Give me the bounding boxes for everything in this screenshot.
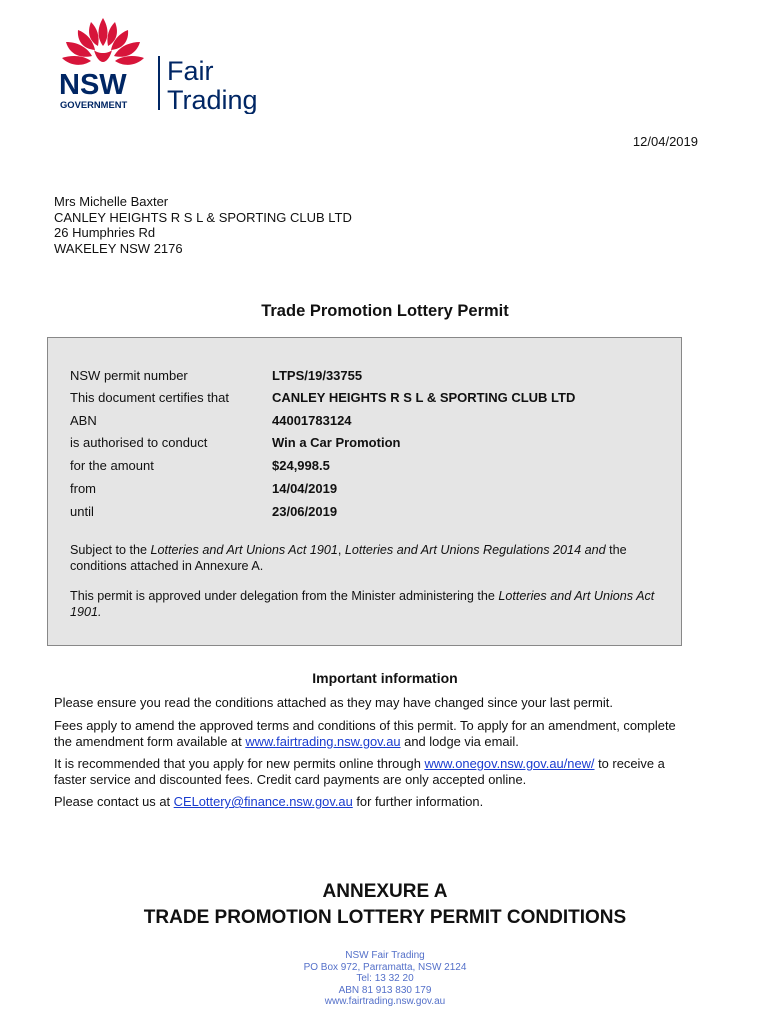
delegation-paragraph [70,588,665,620]
permit-details-box [47,337,682,646]
address-line: CANLEY HEIGHTS R S L & SPORTING CLUB LTD [54,209,352,225]
text-span: to receive a faster service and discounted fees. Credit card payments are only accepted online. [54,756,665,787]
permit-row-value: Win a Car Promotion [272,435,401,450]
logo-divider [158,56,160,110]
regulations-title: Lotteries and Art Unions Regulations 2014 [344,543,582,557]
subject-paragraph [70,542,665,574]
permit-row-label: for the amount [70,458,154,473]
letter-date: 12/04/2019 [632,134,698,149]
text-span: and lodge via email. [400,734,519,749]
permit-row-label: NSW permit number [70,368,188,383]
permit-row-label: This document certifies that [70,390,229,405]
annexure-heading: ANNEXURE A [322,881,448,902]
footer-line: Tel: 13 32 20 [356,973,414,985]
permit-row-value: CANLEY HEIGHTS R S L & SPORTING CLUB LTD [272,390,576,405]
text-span: It is recommended that you apply for new permits online through [54,756,425,771]
act-title: Lotteries and Art Unions Act 1901. [70,589,655,619]
info-paragraph [54,718,694,750]
text-span: Fees apply to amend the approved terms and conditions of this permit. To apply for an amendment, complete the amendment form available at [54,718,676,749]
permit-row-value: LTPS/19/33755 [272,368,363,383]
logo-fair-text: Fair [167,56,214,86]
permit-row-label: from [70,481,96,496]
text-span: Please contact us at [54,794,174,809]
important-info-heading: Important information [312,670,458,686]
address-line: WAKELEY NSW 2176 [54,240,183,256]
logo-government-text: GOVERNMENT [60,99,128,110]
text-span: the conditions attached in Annexure A. [70,543,627,573]
info-paragraph [54,794,694,810]
text-span: and [584,543,606,557]
text-span: , [337,543,345,557]
page-footer [0,950,770,1008]
logo-trading-text: Trading [167,85,258,114]
footer-line: PO Box 972, Parramatta, NSW 2124 [303,961,467,973]
info-paragraph [54,756,694,788]
address-line: 26 Humphries Rd [54,225,156,240]
permit-row-value: 44001783124 [272,413,352,428]
address-line: Mrs Michelle Baxter [54,194,169,209]
email-link[interactable]: CELottery@finance.nsw.gov.au [173,794,353,809]
info-paragraph: Please ensure you read the conditions attached as they may have changed since your last permit. [54,695,613,710]
permit-row-value: 23/06/2019 [272,504,338,519]
text-span: This permit is approved under delegation from the Minister administering the [70,589,499,603]
waratah-flower-icon [62,18,144,65]
act-title: Lotteries and Art Unions Act 1901 [150,543,338,557]
recipient-address [54,194,352,256]
permit-row-label: ABN [70,413,97,428]
permit-row-value: 14/04/2019 [272,481,338,496]
permit-row-value: $24,998.5 [272,458,330,473]
permit-row-label: until [70,504,94,519]
document-title: Trade Promotion Lottery Permit [261,302,509,320]
onegov-link[interactable]: www.onegov.nsw.gov.au/new/ [424,756,595,771]
text-span: Subject to the [70,543,151,557]
text-span: for further information. [352,794,484,809]
permit-row-label: is authorised to conduct [70,435,208,450]
annexure-subheading: TRADE PROMOTION LOTTERY PERMIT CONDITIONS [143,907,627,928]
footer-line: ABN 81 913 830 179 [338,984,432,996]
nsw-fair-trading-logo [58,14,298,114]
logo-nsw-text: NSW [59,69,127,101]
footer-line: NSW Fair Trading [345,950,425,961]
footer-line: www.fairtrading.nsw.gov.au [324,996,446,1008]
fairtrading-link[interactable]: www.fairtrading.nsw.gov.au [245,734,401,749]
